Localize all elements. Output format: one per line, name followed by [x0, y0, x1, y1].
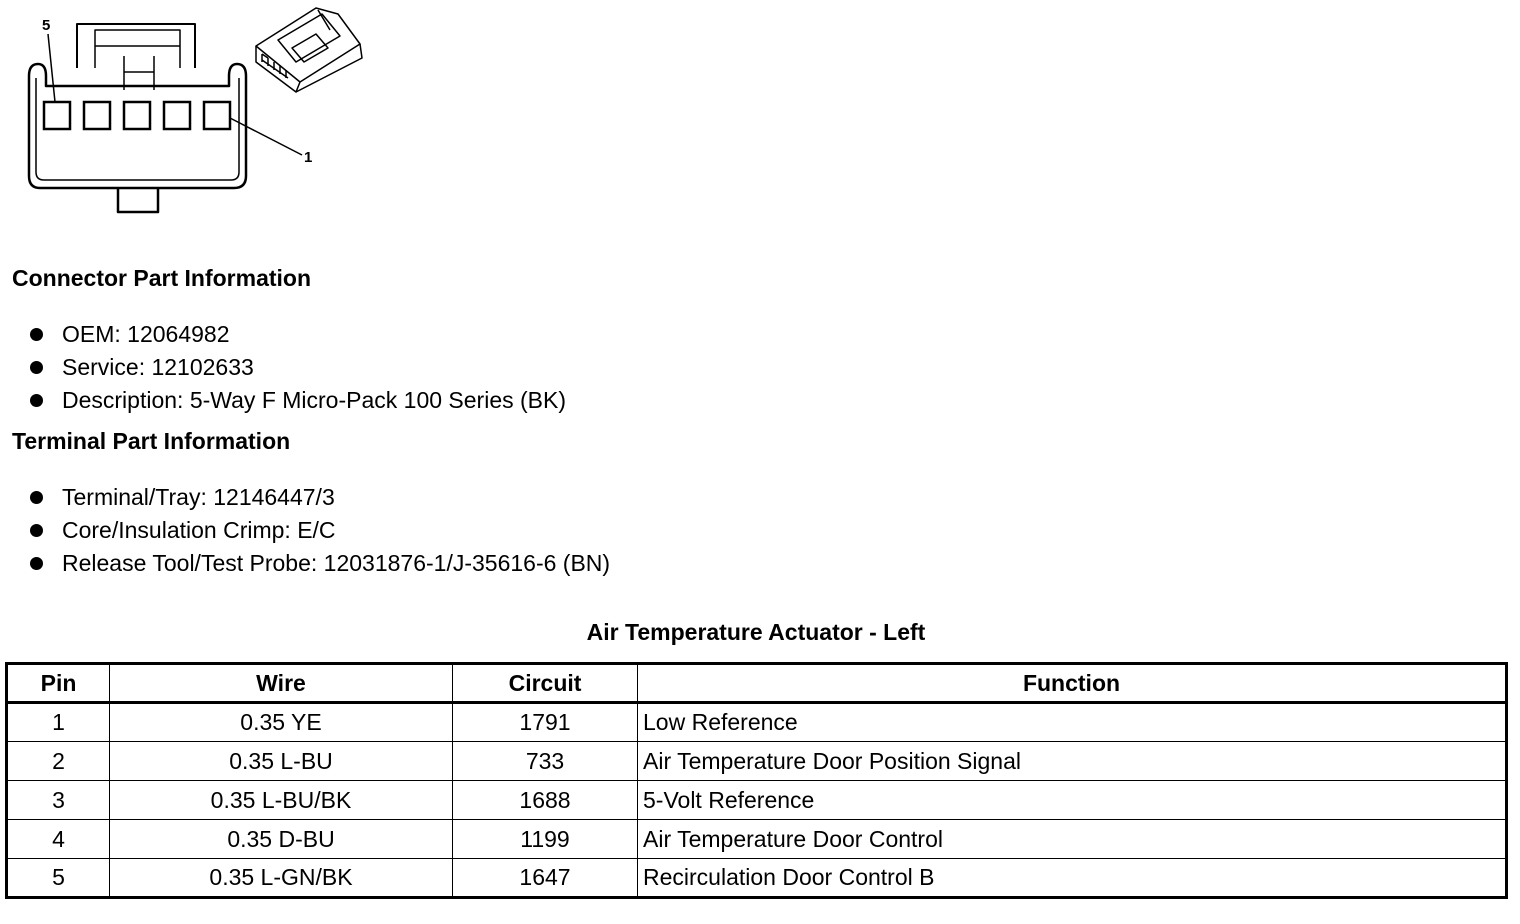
list-item-text: Service: 12102633 [62, 354, 254, 380]
wire-cell: 0.35 D-BU [110, 820, 453, 859]
list-item-text: Description: 5-Way F Micro-Pack 100 Series (BK) [62, 387, 567, 413]
bullet-icon [30, 394, 43, 407]
column-header-pin: Pin [7, 664, 110, 703]
list-item [30, 351, 566, 384]
callout-label: 5 [42, 17, 51, 34]
connector-housing [29, 64, 246, 188]
list-item-text: Terminal/Tray: 12146447/3 [62, 484, 335, 510]
circuit-cell: 733 [453, 742, 638, 781]
table-row [7, 742, 1507, 781]
list-item-text: Core/Insulation Crimp: E/C [62, 517, 336, 543]
terminal-cavity [204, 102, 230, 129]
pin-cell: 3 [7, 781, 110, 820]
table-row [7, 859, 1507, 898]
list-item [30, 318, 566, 351]
connector-part-info-heading: Connector Part Information [12, 265, 312, 291]
wire-cell: 0.35 L-BU/BK [110, 781, 453, 820]
function-cell: Recirculation Door Control B [638, 859, 1507, 898]
list-item [30, 384, 566, 417]
table-row [7, 820, 1507, 859]
table-row [7, 781, 1507, 820]
terminal-cavity [164, 102, 190, 129]
connector-key-tab [118, 188, 158, 212]
list-item [30, 514, 610, 547]
callout-leader [230, 118, 302, 155]
terminal-cavity [124, 102, 150, 129]
list-item-text: OEM: 12064982 [62, 321, 230, 347]
terminal-cavity [44, 102, 70, 129]
circuit-cell: 1688 [453, 781, 638, 820]
circuit-cell: 1199 [453, 820, 638, 859]
circuit-cell: 1791 [453, 703, 638, 742]
list-item [30, 547, 610, 580]
list-item [30, 481, 610, 514]
terminal-cavities [44, 102, 230, 129]
function-cell: 5-Volt Reference [638, 781, 1507, 820]
callout-leader [48, 34, 55, 102]
terminal-cavity [84, 102, 110, 129]
pin-cell: 4 [7, 820, 110, 859]
connector-isometric-view [256, 8, 362, 92]
pin-table-title: Air Temperature Actuator - Left [586, 619, 926, 645]
connector-diagram [0, 0, 380, 220]
pin-cell: 5 [7, 859, 110, 898]
column-header-function: Function [638, 664, 1507, 703]
wire-cell: 0.35 L-GN/BK [110, 859, 453, 898]
bullet-icon [30, 328, 43, 341]
column-header-circuit: Circuit [453, 664, 638, 703]
bullet-icon [30, 361, 43, 374]
bullet-icon [30, 491, 43, 504]
pin-table [5, 662, 1508, 899]
function-cell: Air Temperature Door Control [638, 820, 1507, 859]
wire-cell: 0.35 YE [110, 703, 453, 742]
terminal-part-info-heading: Terminal Part Information [12, 428, 291, 454]
circuit-cell: 1647 [453, 859, 638, 898]
callout-label: 1 [304, 149, 313, 166]
bullet-icon [30, 524, 43, 537]
connector-part-info-list [30, 318, 566, 417]
bullet-icon [30, 557, 43, 570]
function-cell: Low Reference [638, 703, 1507, 742]
table-header-row [7, 664, 1507, 703]
list-item-text: Release Tool/Test Probe: 12031876-1/J-35616-6 (BN) [62, 550, 611, 576]
table-row [7, 703, 1507, 742]
connector-face-view [29, 24, 246, 212]
function-cell: Air Temperature Door Position Signal [638, 742, 1507, 781]
pin-cell: 2 [7, 742, 110, 781]
column-header-wire: Wire [110, 664, 453, 703]
pin-cell: 1 [7, 703, 110, 742]
terminal-part-info-list [30, 481, 610, 580]
wire-cell: 0.35 L-BU [110, 742, 453, 781]
